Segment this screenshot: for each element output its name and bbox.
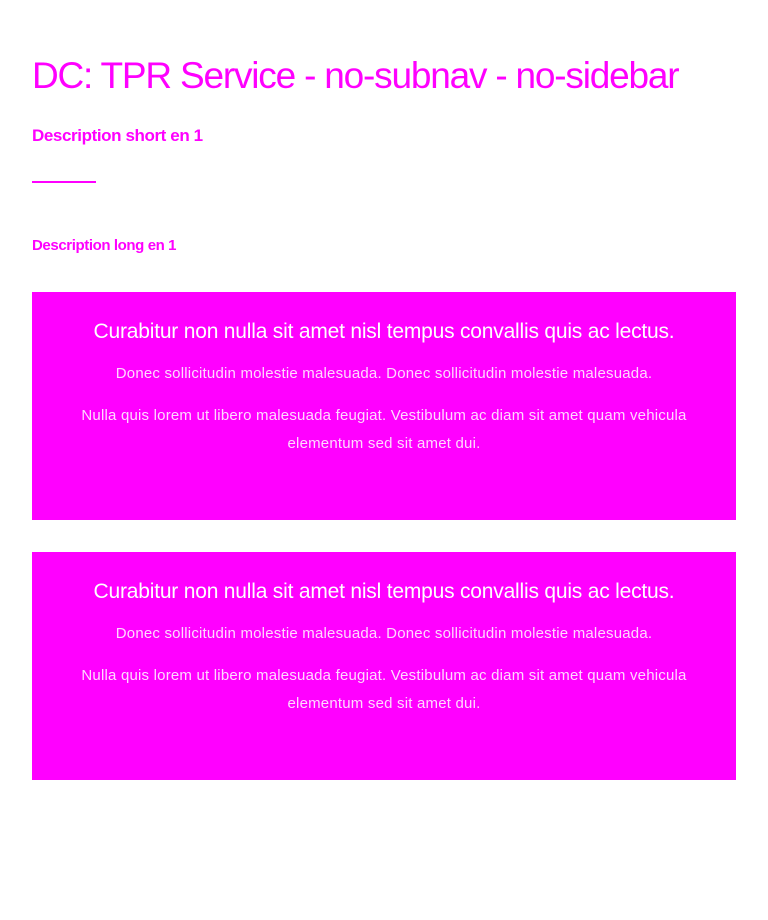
card-heading: Curabitur non nulla sit amet nisl tempus convallis quis ac lectus. [93, 320, 675, 343]
card-text: Nulla quis lorem ut libero malesuada feugiat. Vestibulum ac diam sit amet quam vehicula elementum sed sit amet dui. [81, 407, 687, 452]
card-text: Donec sollicitudin molestie malesuada. Donec sollicitudin molestie malesuada. [115, 625, 653, 642]
description-short: Description short en 1 [32, 126, 203, 145]
content-card [32, 552, 736, 780]
divider [32, 181, 96, 183]
content-card [32, 292, 736, 520]
card-text: Nulla quis lorem ut libero malesuada feugiat. Vestibulum ac diam sit amet quam vehicula elementum sed sit amet dui. [81, 667, 687, 712]
page-title: DC: TPR Service - no-subnav - no-sidebar [32, 55, 679, 96]
card-heading: Curabitur non nulla sit amet nisl tempus convallis quis ac lectus. [93, 580, 675, 603]
card-text: Donec sollicitudin molestie malesuada. Donec sollicitudin molestie malesuada. [115, 365, 653, 382]
description-long: Description long en 1 [32, 237, 177, 254]
